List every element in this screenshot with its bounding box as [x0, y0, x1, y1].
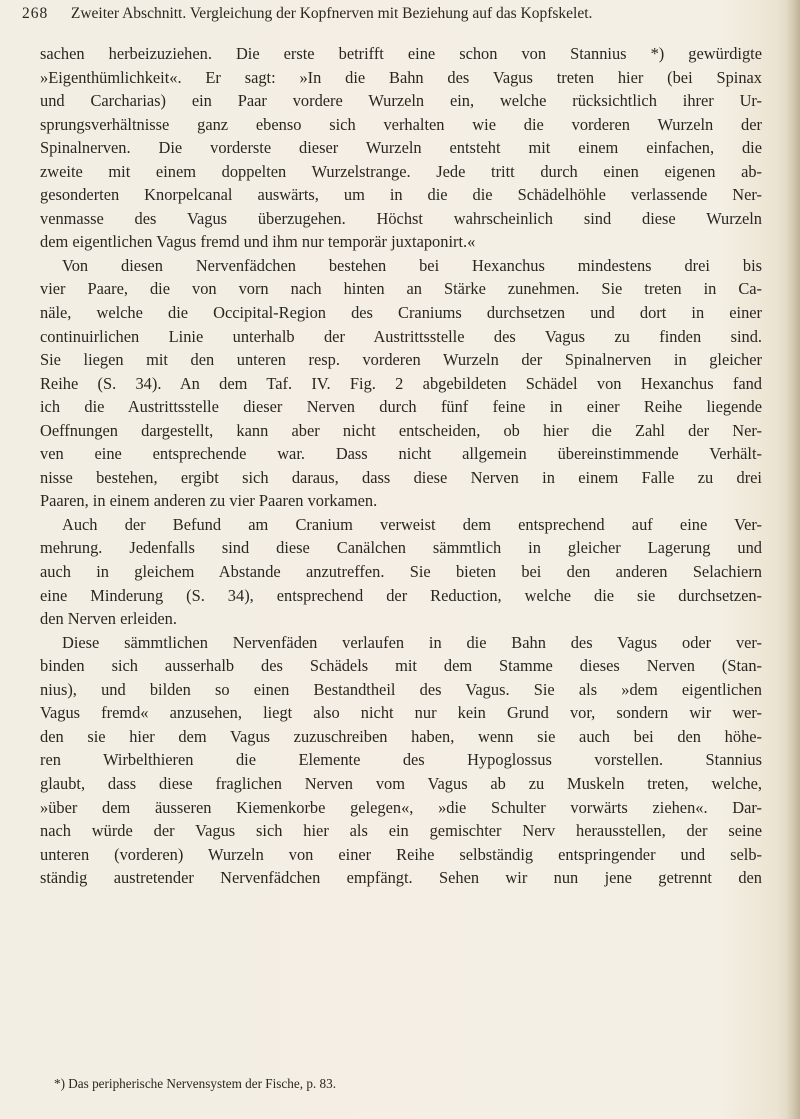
text-line: gesonderten Knorpelcanal auswärts, um in die die Schädelhöhle verlassende Ner-	[40, 185, 762, 205]
text-line: ich die Austrittsstelle dieser Nerven durch fünf feine in einer Reihe liegende	[40, 397, 762, 417]
text-line: Reihe (S. 34). An dem Taf. IV. Fig. 2 abgebildeten Schädel von Hexanchus fand	[40, 373, 762, 393]
text-line: dem eigentlichen Vagus fremd und ihm nur temporär juxtaponirt.«	[40, 232, 476, 252]
text-line: Paaren, in einem anderen zu vier Paaren vorkamen.	[40, 491, 378, 511]
text-line: Vagus fremd« anzusehen, liegt also nicht nur kein Grund vor, sondern wir wer-	[40, 703, 762, 723]
text-line: »Eigenthümlichkeit«. Er sagt: »In die Bahn des Vagus treten hier (bei Spinax	[40, 67, 762, 87]
page-number: 268	[22, 5, 49, 22]
text-line: binden sich ausserhalb des Schädels mit dem Stamme dieses Nerven (Stan-	[40, 656, 762, 676]
running-title: Zweiter Abschnitt. Vergleichung der Kopfnerven mit Beziehung auf das Kopfskelet.	[70, 5, 593, 22]
text-line: Diese sämmtlichen Nervenfäden verlaufen in die Bahn des Vagus oder ver-	[62, 632, 762, 652]
text-line: nach würde der Vagus sich hier als ein gemischter Nerv herausstellen, der seine	[40, 821, 762, 841]
text-line: ren Wirbelthieren die Elemente des Hypoglossus vorstellen. Stannius	[40, 750, 762, 770]
text-line: zweite mit einem doppelten Wurzelstrange. Jede tritt durch einen eigenen ab-	[40, 161, 762, 181]
text-line: Auch der Befund am Cranium verweist dem entsprechend auf eine Ver-	[62, 514, 762, 534]
text-line: den Nerven erleiden.	[40, 609, 177, 629]
footnote: *) Das peripherische Nervensystem der Fische, p. 83.	[54, 1076, 336, 1091]
running-header	[22, 5, 762, 23]
text-line: »über dem äusseren Kiemenkorbe gelegen«, »die Schulter vorwärts ziehen«. Dar-	[40, 797, 762, 817]
text-line: nisse bestehen, ergibt sich daraus, dass diese Nerven in einem Falle zu drei	[40, 467, 762, 487]
text-line: vier Paare, die von vorn nach hinten an Stärke zunehmen. Sie treten in Ca-	[40, 279, 762, 299]
text-line: Spinalnerven. Die vorderste dieser Wurzeln entsteht mit einem einfachen, die	[40, 138, 762, 158]
text-line: sachen herbeizuziehen. Die erste betrifft eine schon von Stannius *) gewürdigte	[40, 44, 762, 63]
text-line: und Carcharias) ein Paar vordere Wurzeln ein, welche rücksichtlich ihrer Ur-	[40, 91, 762, 111]
page-edge	[786, 0, 800, 1119]
text-line: Von diesen Nervenfädchen bestehen bei Hexanchus mindestens drei bis	[62, 255, 762, 275]
body-text	[40, 42, 762, 890]
text-line: sprungsverhältnisse ganz ebenso sich verhalten wie die vorderen Wurzeln der	[40, 114, 762, 134]
text-line: continuirlichen Linie unterhalb der Austrittsstelle des Vagus zu finden sind.	[40, 326, 762, 346]
text-line: ven eine entsprechende war. Dass nicht allgemein übereinstimmende Verhält-	[40, 444, 762, 464]
text-line: auch in gleichem Abstande anzutreffen. Sie bieten bei den anderen Selachiern	[40, 562, 762, 582]
text-line: den sie hier dem Vagus zuzuschreiben haben, wenn sie auch bei den höhe-	[40, 726, 762, 746]
text-line: venmasse des Vagus überzugehen. Höchst wahrscheinlich sind diese Wurzeln	[40, 208, 762, 228]
text-line: Oeffnungen dargestellt, kann aber nicht entscheiden, ob hier die Zahl der Ner-	[40, 420, 762, 440]
text-line: nius), und bilden so einen Bestandtheil des Vagus. Sie als »dem eigentlichen	[40, 679, 762, 699]
text-line: mehrung. Jedenfalls sind diese Canälchen sämmtlich in gleicher Lagerung und	[40, 538, 762, 558]
text-line: ständig austretender Nervenfädchen empfängt. Sehen wir nun jene getrennt den	[40, 868, 762, 888]
text-line: näle, welche die Occipital-Region des Craniums durchsetzen und dort in einer	[40, 303, 762, 323]
text-line: unteren (vorderen) Wurzeln von einer Reihe selbständig entspringender und selb-	[40, 844, 762, 864]
text-line: glaubt, dass diese fraglichen Nerven vom Vagus ab zu Muskeln treten, welche,	[40, 773, 762, 793]
text-line: eine Minderung (S. 34), entsprechend der Reduction, welche die sie durchsetzen-	[40, 585, 762, 605]
text-line: Sie liegen mit den unteren resp. vorderen Wurzeln der Spinalnerven in gleicher	[40, 350, 762, 370]
